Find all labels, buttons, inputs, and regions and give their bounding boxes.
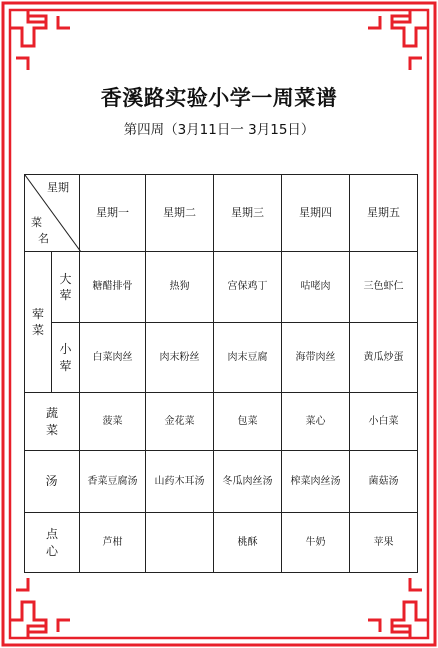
menu-cell: 热狗 [146,252,214,323]
category-soup: 汤 [25,451,80,513]
menu-cell: 菠菜 [80,393,146,451]
menu-cell: 小白菜 [350,393,418,451]
day-header-wed: 星期三 [214,175,282,252]
menu-cell: 苹果 [350,513,418,573]
category-meat-large: 大 荤 [52,252,80,323]
menu-cell: 香菜豆腐汤 [80,451,146,513]
menu-cell: 白菜肉丝 [80,323,146,393]
header-row [25,175,418,252]
menu-cell: 糖醋排骨 [80,252,146,323]
corner-header-cell [25,175,80,252]
page-title: 香溪路实验小学一周菜谱 [100,86,338,110]
menu-cell: 榨菜肉丝汤 [282,451,350,513]
menu-cell: 三色虾仁 [350,252,418,323]
table-row [25,252,418,323]
table-row [25,393,418,451]
corner-label-dish: 菜 名 [31,216,49,246]
day-header-mon: 星期一 [80,175,146,252]
day-header-tue: 星期二 [146,175,214,252]
menu-cell [146,513,214,573]
day-header-fri: 星期五 [350,175,418,252]
menu-cell: 牛奶 [282,513,350,573]
menu-cell: 菌菇汤 [350,451,418,513]
category-snack: 点 心 [25,513,80,573]
menu-cell: 芦柑 [80,513,146,573]
menu-cell: 肉末粉丝 [146,323,214,393]
category-meat: 荤 菜 [25,252,52,393]
menu-cell: 菜心 [282,393,350,451]
table-row [25,323,418,393]
week-subtitle: 第四周（3月11日一 3月15日） [123,122,315,138]
menu-cell: 山药木耳汤 [146,451,214,513]
menu-cell: 桃酥 [214,513,282,573]
menu-cell: 冬瓜肉丝汤 [214,451,282,513]
menu-cell: 黄瓜炒蛋 [350,323,418,393]
weekly-menu-table [24,174,418,573]
day-header-thu: 星期四 [282,175,350,252]
category-meat-small: 小 荤 [52,323,80,393]
table-row [25,513,418,573]
table-row [25,451,418,513]
menu-cell: 包菜 [214,393,282,451]
menu-cell: 咕咾肉 [282,252,350,323]
menu-cell: 海带肉丝 [282,323,350,393]
menu-cell: 金花菜 [146,393,214,451]
category-veg: 蔬 菜 [25,393,80,451]
corner-label-weekday: 星期 [47,181,69,194]
menu-cell: 肉末豆腐 [214,323,282,393]
menu-cell: 宫保鸡丁 [214,252,282,323]
